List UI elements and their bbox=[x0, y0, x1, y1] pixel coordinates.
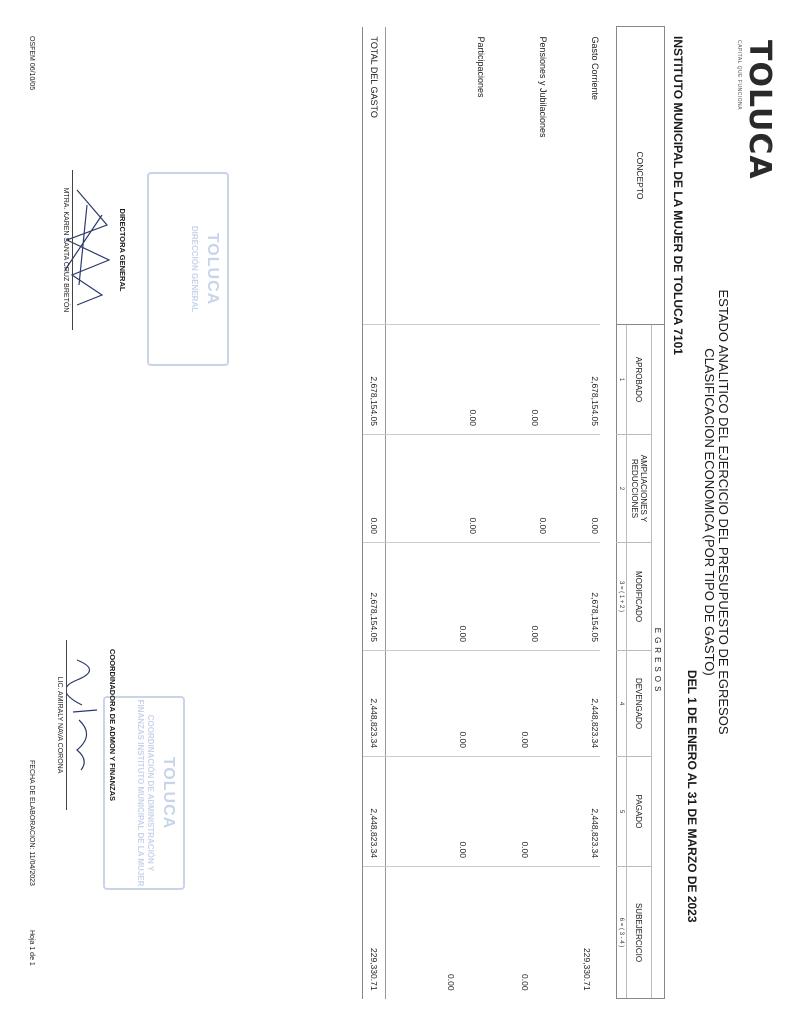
handwritten-signature-right bbox=[67, 650, 107, 780]
formula-pagado: 5 bbox=[617, 757, 627, 867]
formula-ampliaciones: 2 bbox=[617, 435, 627, 543]
header-pagado: PAGADO bbox=[627, 757, 652, 867]
total-devengado: 2,448,823.34 bbox=[363, 651, 386, 757]
table-row bbox=[548, 27, 600, 999]
stamp-left-sub: DIRECCIÓN GENERAL bbox=[190, 225, 199, 313]
cell-devengado: 2,448,823.34 bbox=[548, 651, 600, 757]
logo-tagline: CAPITAL QUE FUNCIONA bbox=[736, 40, 742, 111]
stamp-right-text: TOLUCA bbox=[160, 756, 177, 830]
signature-line-right bbox=[66, 640, 67, 810]
cell-subejercicio: 0.00 bbox=[412, 867, 486, 999]
stamp-left-text: TOLUCA bbox=[204, 232, 221, 306]
cell-modificado: 2,678,154.05 bbox=[548, 543, 600, 651]
logo-flourish-icon bbox=[761, 138, 775, 152]
signature-right-title: COORDINADORA DE ADMON Y FINANZAS bbox=[108, 648, 117, 802]
formula-modificado: 3 = ( 1 + 2 ) bbox=[617, 543, 627, 651]
total-subejercicio: 229,330.71 bbox=[363, 867, 386, 999]
total-pagado: 2,448,823.34 bbox=[363, 757, 386, 867]
report-title: ESTADO ANALITICO DEL EJERCICIO DEL PRESUPUESTO DE EGRESOS bbox=[716, 289, 731, 735]
cell-pagado: 0.00 bbox=[412, 757, 486, 867]
cell-ampliaciones: 0.00 bbox=[548, 435, 600, 543]
report-period: DEL 1 DE ENERO AL 31 DE MARZO DE 2023 bbox=[685, 670, 699, 923]
total-modificado: 2,678,154.05 bbox=[363, 543, 386, 651]
total-label: TOTAL DEL GASTO bbox=[363, 27, 386, 325]
logo-wordmark: TOLUCA bbox=[742, 40, 777, 180]
cell-pagado: 2,448,823.34 bbox=[548, 757, 600, 867]
row-concept: Pensiones y Jubilaciones bbox=[538, 36, 548, 138]
budget-table bbox=[362, 26, 665, 999]
cell-ampliaciones: 0.00 bbox=[486, 435, 548, 543]
entity-name: INSTITUTO MUNICIPAL DE LA MUJER DE TOLUCA 7101 bbox=[671, 36, 685, 355]
cell-devengado: 0.00 bbox=[412, 651, 486, 757]
signature-right-name: LIC. AMIRALY NAVA CORONA bbox=[56, 676, 63, 774]
header-egresos: EGRESOS bbox=[652, 325, 665, 999]
row-concept: Gasto Corriente bbox=[590, 36, 600, 101]
total-row bbox=[363, 27, 386, 999]
signature-line-left bbox=[72, 170, 73, 330]
table-row bbox=[486, 27, 548, 999]
row-concept: Participaciones bbox=[476, 36, 486, 98]
cell-modificado: 0.00 bbox=[486, 543, 548, 651]
stamp-right-sub: COORDINACIÓN DE ADMINISTRACIÓN Y FINANZAS INSTITUTO MUNICIPAL DE LA MUJER bbox=[136, 699, 155, 887]
header-ampliaciones: AMPLIACIONES Y REDUCCIONES bbox=[627, 435, 652, 543]
cell-pagado: 0.00 bbox=[486, 757, 548, 867]
header-concepto: CONCEPTO bbox=[617, 27, 665, 325]
header-modificado: MODIFICADO bbox=[627, 543, 652, 651]
cell-modificado: 0.00 bbox=[412, 543, 486, 651]
header-aprobado: APROBADO bbox=[627, 325, 652, 435]
toluca-logo bbox=[736, 40, 777, 180]
cell-devengado: 0.00 bbox=[486, 651, 548, 757]
cell-subejercicio: 229,330.71 bbox=[548, 867, 600, 999]
cell-aprobado: 2,678,154.05 bbox=[548, 325, 600, 435]
total-ampliaciones: 0.00 bbox=[363, 435, 386, 543]
cell-aprobado: 0.00 bbox=[486, 325, 548, 435]
form-code: OSFEM 06/10/05 bbox=[28, 36, 35, 91]
report-subtitle: CLASIFICACION ECONOMICA (POR TIPO DE GASTO) bbox=[702, 348, 717, 676]
total-aprobado: 2,678,154.05 bbox=[363, 325, 386, 435]
official-stamp-left bbox=[147, 172, 229, 366]
cell-aprobado: 0.00 bbox=[412, 325, 486, 435]
signature-left-name: MTRA. KAREN SANTA CRUZ BRETÓN bbox=[62, 187, 69, 313]
table-row bbox=[412, 27, 486, 999]
formula-subejercicio: 6 = ( 3 - 4 ) bbox=[617, 867, 627, 999]
header-subejercicio: SUBEJERCICIO bbox=[627, 867, 652, 999]
header-devengado: DEVENGADO bbox=[627, 651, 652, 757]
cell-subejercicio: 0.00 bbox=[486, 867, 548, 999]
elaboration-date: FECHA DE ELABORACION: 11/04/2023 bbox=[28, 760, 35, 886]
formula-aprobado: 1 bbox=[617, 325, 627, 435]
page-number: Hoja 1 de 1 bbox=[28, 930, 35, 966]
signature-left-title: DIRECTORA GENERAL bbox=[118, 208, 127, 292]
cell-ampliaciones: 0.00 bbox=[412, 435, 486, 543]
formula-devengado: 4 bbox=[617, 651, 627, 757]
